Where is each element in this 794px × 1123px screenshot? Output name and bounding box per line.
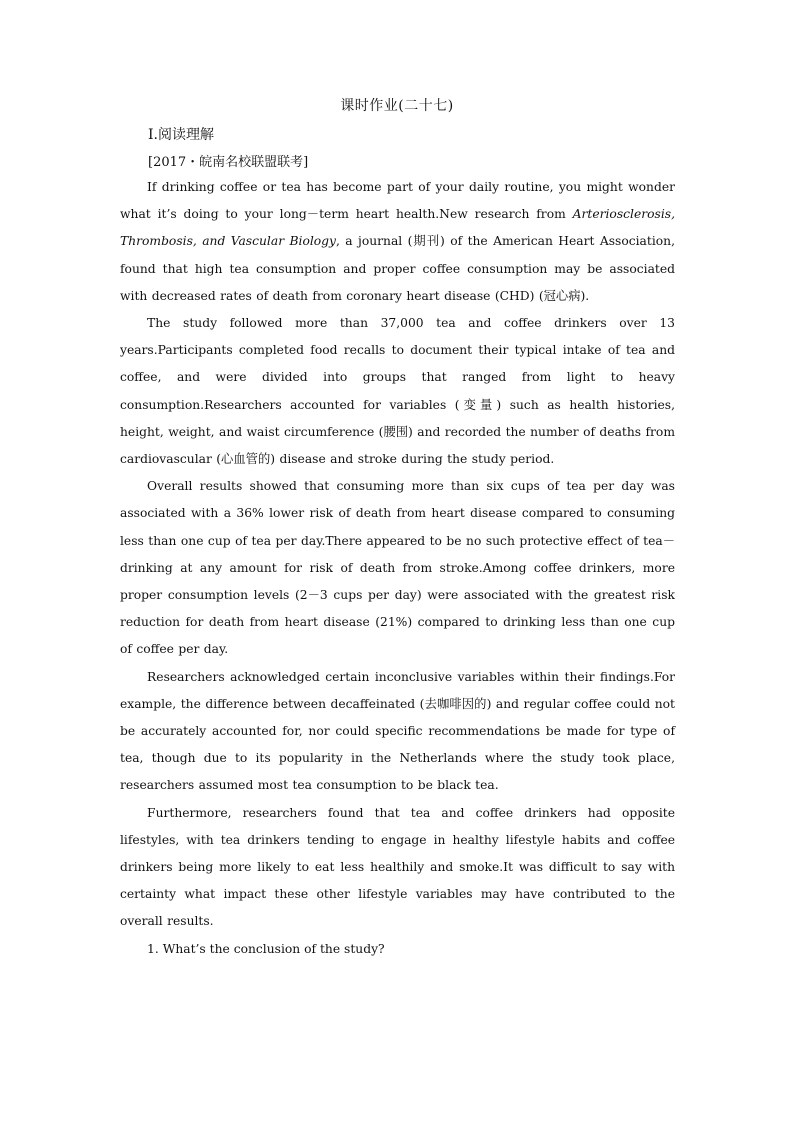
paragraph-3: Overall results showed that consuming more than six cups of tea per day was associated with a 36% lower risk of death from heart disease compared to consuming less than one cup of tea per day.There appeared to be no such protective effect of tea－drinking at any amount for risk of death from stroke.Among coffee drinkers, more proper consumption levels (2－3 cups per day) were associated with the greatest risk reduction for death from heart disease (21%) compared to drinking less than one cup of coffee per day. <box>120 479 675 657</box>
question-1: 1. What’s the conclusion of the study? <box>147 941 385 956</box>
paragraph-1 <box>120 174 675 310</box>
page-title: 课时作业(二十七) <box>340 98 454 114</box>
section-label: Ⅰ.阅读理解 <box>148 127 214 143</box>
paragraph-5: Furthermore, researchers found that tea and coffee drinkers had opposite lifestyles, with tea drinkers tending to engage in healthy lifestyle habits and coffee drinkers being more likely to eat less healthily and smoke.It was difficult to say with certainty what impact these other lifestyle variables may have contributed to the overall results. <box>120 805 675 929</box>
paragraph-1-part-b: , a journal (期刊) of the American Heart Association, found that high tea consumption and proper coffee consumption may be associated with decreased rates of death from coronary heart disease (CHD) (冠心病). <box>120 234 675 303</box>
journal-name: Arteriosclerosis, Thrombosis, and Vascular Biology <box>120 207 675 249</box>
paragraph-2: The study followed more than 37,000 tea and coffee drinkers over 13 years.Participants completed food recalls to document their typical intake of tea and coffee, and were divided into groups that ranged from light to heavy consumption.Researchers accounted for variables (变量) such as health histories, height, weight, and waist circumference (腰围) and recorded the number of deaths from cardiovascular (心血管的) disease and stroke during the study period. <box>120 316 675 467</box>
paragraph-4: Researchers acknowledged certain inconclusive variables within their findings.For example, the difference between decaffeinated (去咖啡因的) and regular coffee could not be accurately accounted for, nor could specific recommendations be made for type of tea, though due to its popularity in the Netherlands where the study took place, researchers assumed most tea consumption to be black tea. <box>120 669 675 793</box>
article-body <box>120 174 675 963</box>
paragraph-1-part-a: If drinking coffee or tea has become part of your daily routine, you might wonder what it’s doing to your long－term heart health.New research from <box>120 180 675 222</box>
source-citation: [2017・皖南名校联盟联考] <box>148 155 309 170</box>
